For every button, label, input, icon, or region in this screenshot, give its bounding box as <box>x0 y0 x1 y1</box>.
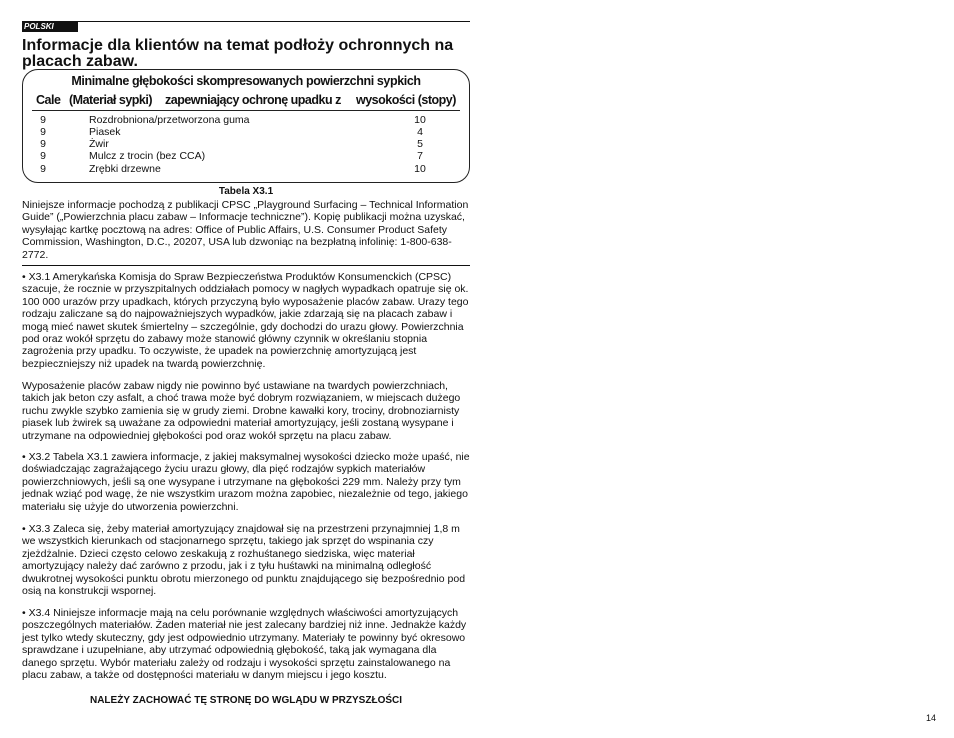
column-header-protection: zapewniający ochronę upadku z <box>165 93 341 107</box>
cell-feet: 5 <box>417 138 423 150</box>
cell-material: Mulcz z trocin (bez CCA) <box>89 150 206 162</box>
page-title: Informacje dla klientów na temat podłoży ochronnych na placach zabaw. <box>22 37 454 70</box>
paragraph-x3-4: • X3.4 Niniejsze informacje mają na celu porównanie względnych właściwości amortyzujących poszczególnych materiałów. Żaden materiał nie jest zalecany bardziej niż inne. Jednakże każdy jest tylko wtedy skuteczny, gdy jest odpowiednio utrzymany. Materiały te powinny być okresowo sprawdzane i uzupełniane, aby utrzymać odpowiednią głębokość, taką jak wymagana dla danego sprzętu. Wybór materiału zależy od rodzaju i wysokości sprzętu zainstalowanego na placu zabaw, a także od dostępności materiału w danym miejscu i jego kosztu. <box>22 607 467 682</box>
cell-material: Rozdrobniona/przetworzona guma <box>89 114 250 126</box>
cell-feet: 10 <box>414 163 426 175</box>
cell-material: Żwir <box>89 138 109 150</box>
top-rule <box>78 21 470 22</box>
intro-paragraph: Niniejsze informacje pochodzą z publikacji CPSC „Playground Surfacing – Technical Information Guide” („Powierzchnia placu zabaw – Informacje techniczne”). Kopię publikacji można uzyskać, wysyłając kartkę pocztową na adres: Office of Public Affairs, U.S. Consumer Product Safety Commission, Washington, D.C., 20207, USA lub dzwoniąc na bezpłatną infolinię: 1-800-638-2772. <box>22 199 469 261</box>
depth-table <box>22 69 470 183</box>
column-header-inches: Cale <box>36 93 61 107</box>
cell-inches: 9 <box>40 114 46 126</box>
cell-feet: 7 <box>417 150 423 162</box>
table-label: Tabela X3.1 <box>218 186 274 197</box>
paragraph-x3-1: • X3.1 Amerykańska Komisja do Spraw Bezpieczeństwa Produktów Konsumenckich (CPSC) szacuje, że rocznie w przyszpitalnych oddziałach pomocy w nagłych wypadkach opatruje się ok. 100 000 urazów przy upadkach, których przyczyną było wyposażenie placów zabaw. Urazy tego rodzaju zaliczane są do najpoważniejszych wypadków, jakie zdarzają się na placach zabaw i mogą mieć nawet skutek śmiertelny – szczególnie, gdy dochodzi do urazu głowy. Powierzchnia pod oraz wokół sprzętu do zabawy może stanowić główny czynnik w określaniu stopnia zagrożenia przy upadku. To oczywiste, że upadek na powierzchnię amortyzującą jest bezpieczniejszy niż upadek na twardą powierzchnię. <box>22 271 469 370</box>
page-number: 14 <box>926 713 937 723</box>
table-row <box>23 163 469 175</box>
cell-material: Zrębki drzewne <box>89 163 161 175</box>
cell-inches: 9 <box>40 138 46 150</box>
table-header-rule <box>32 110 460 111</box>
paragraph-x3-3: • X3.3 Zaleca się, żeby materiał amortyzujący znajdował się na przestrzeni przynajmniej 1,8 m we wszystkich kierunkach od stacjonarnego sprzętu, takiego jak sprzęt do wspinania czy zjeżdżalnie. Dzieci często celowo zeskakują z rozhuśtanego siedziska, więc materiał amortyzujący należy dać zarówno z przodu, jak i z tyłu huśtawki na minimalną odległość dwukrotnej wysokości punktu obrotu mierzonego od punktu znajdującego się bezpośrednio pod osią na konstrukcji wspornej. <box>22 523 466 598</box>
cell-inches: 9 <box>40 150 46 162</box>
language-tag: POLSKI <box>22 21 78 32</box>
table-row <box>23 138 469 150</box>
section-divider <box>22 265 470 266</box>
paragraph-surfaces: Wyposażenie placów zabaw nigdy nie powinno być ustawiane na twardych powierzchniach, takich jak beton czy asfalt, a choć trawa może być dobrym rozwiązaniem, w miejscach dużego ruchu zwykle szybko zamienia się w grudy ziemi. Drobne kawałki kory, trociny, drobnoziarnisty piasek lub żwirek są uważane za odpowiedni materiał amortyzujący, jeśli zostaną wysypane i utrzymane na odpowiedniej głębokości pod oraz wokół sprzętu na placu zabaw. <box>22 380 461 442</box>
table-row <box>23 126 469 138</box>
cell-feet: 4 <box>417 126 423 138</box>
cell-feet: 10 <box>414 114 426 126</box>
cell-inches: 9 <box>40 163 46 175</box>
cell-material: Piasek <box>89 126 121 138</box>
cell-inches: 9 <box>40 126 46 138</box>
column-header-material: (Materiał sypki) <box>69 93 153 107</box>
keep-for-reference-note: NALEŻY ZACHOWAĆ TĘ STRONĘ DO WGLĄDU W PRZYSZŁOŚCI <box>89 695 403 706</box>
table-row <box>23 114 469 126</box>
table-caption: Minimalne głębokości skompresowanych powierzchni sypkich <box>71 74 421 88</box>
paragraph-x3-2: • X3.2 Tabela X3.1 zawiera informacje, z jakiej maksymalnej wysokości dziecko może upaść, nie doświadczając zagrażającego życiu urazu głowy, dla pięć rodzajów sypkich materiałów powierzchniowych, jeśli są one wysypane i utrzymane na głębokości 229 mm. Należy przy tym jednak wziąć pod wagę, że nie wszystkim urazom można zapobiec, niezależnie od tego, jakiego materiału się użyje do utworzenia powierzchni. <box>22 451 470 513</box>
table-row <box>23 150 469 162</box>
column-header-feet: wysokości (stopy) <box>356 93 456 107</box>
